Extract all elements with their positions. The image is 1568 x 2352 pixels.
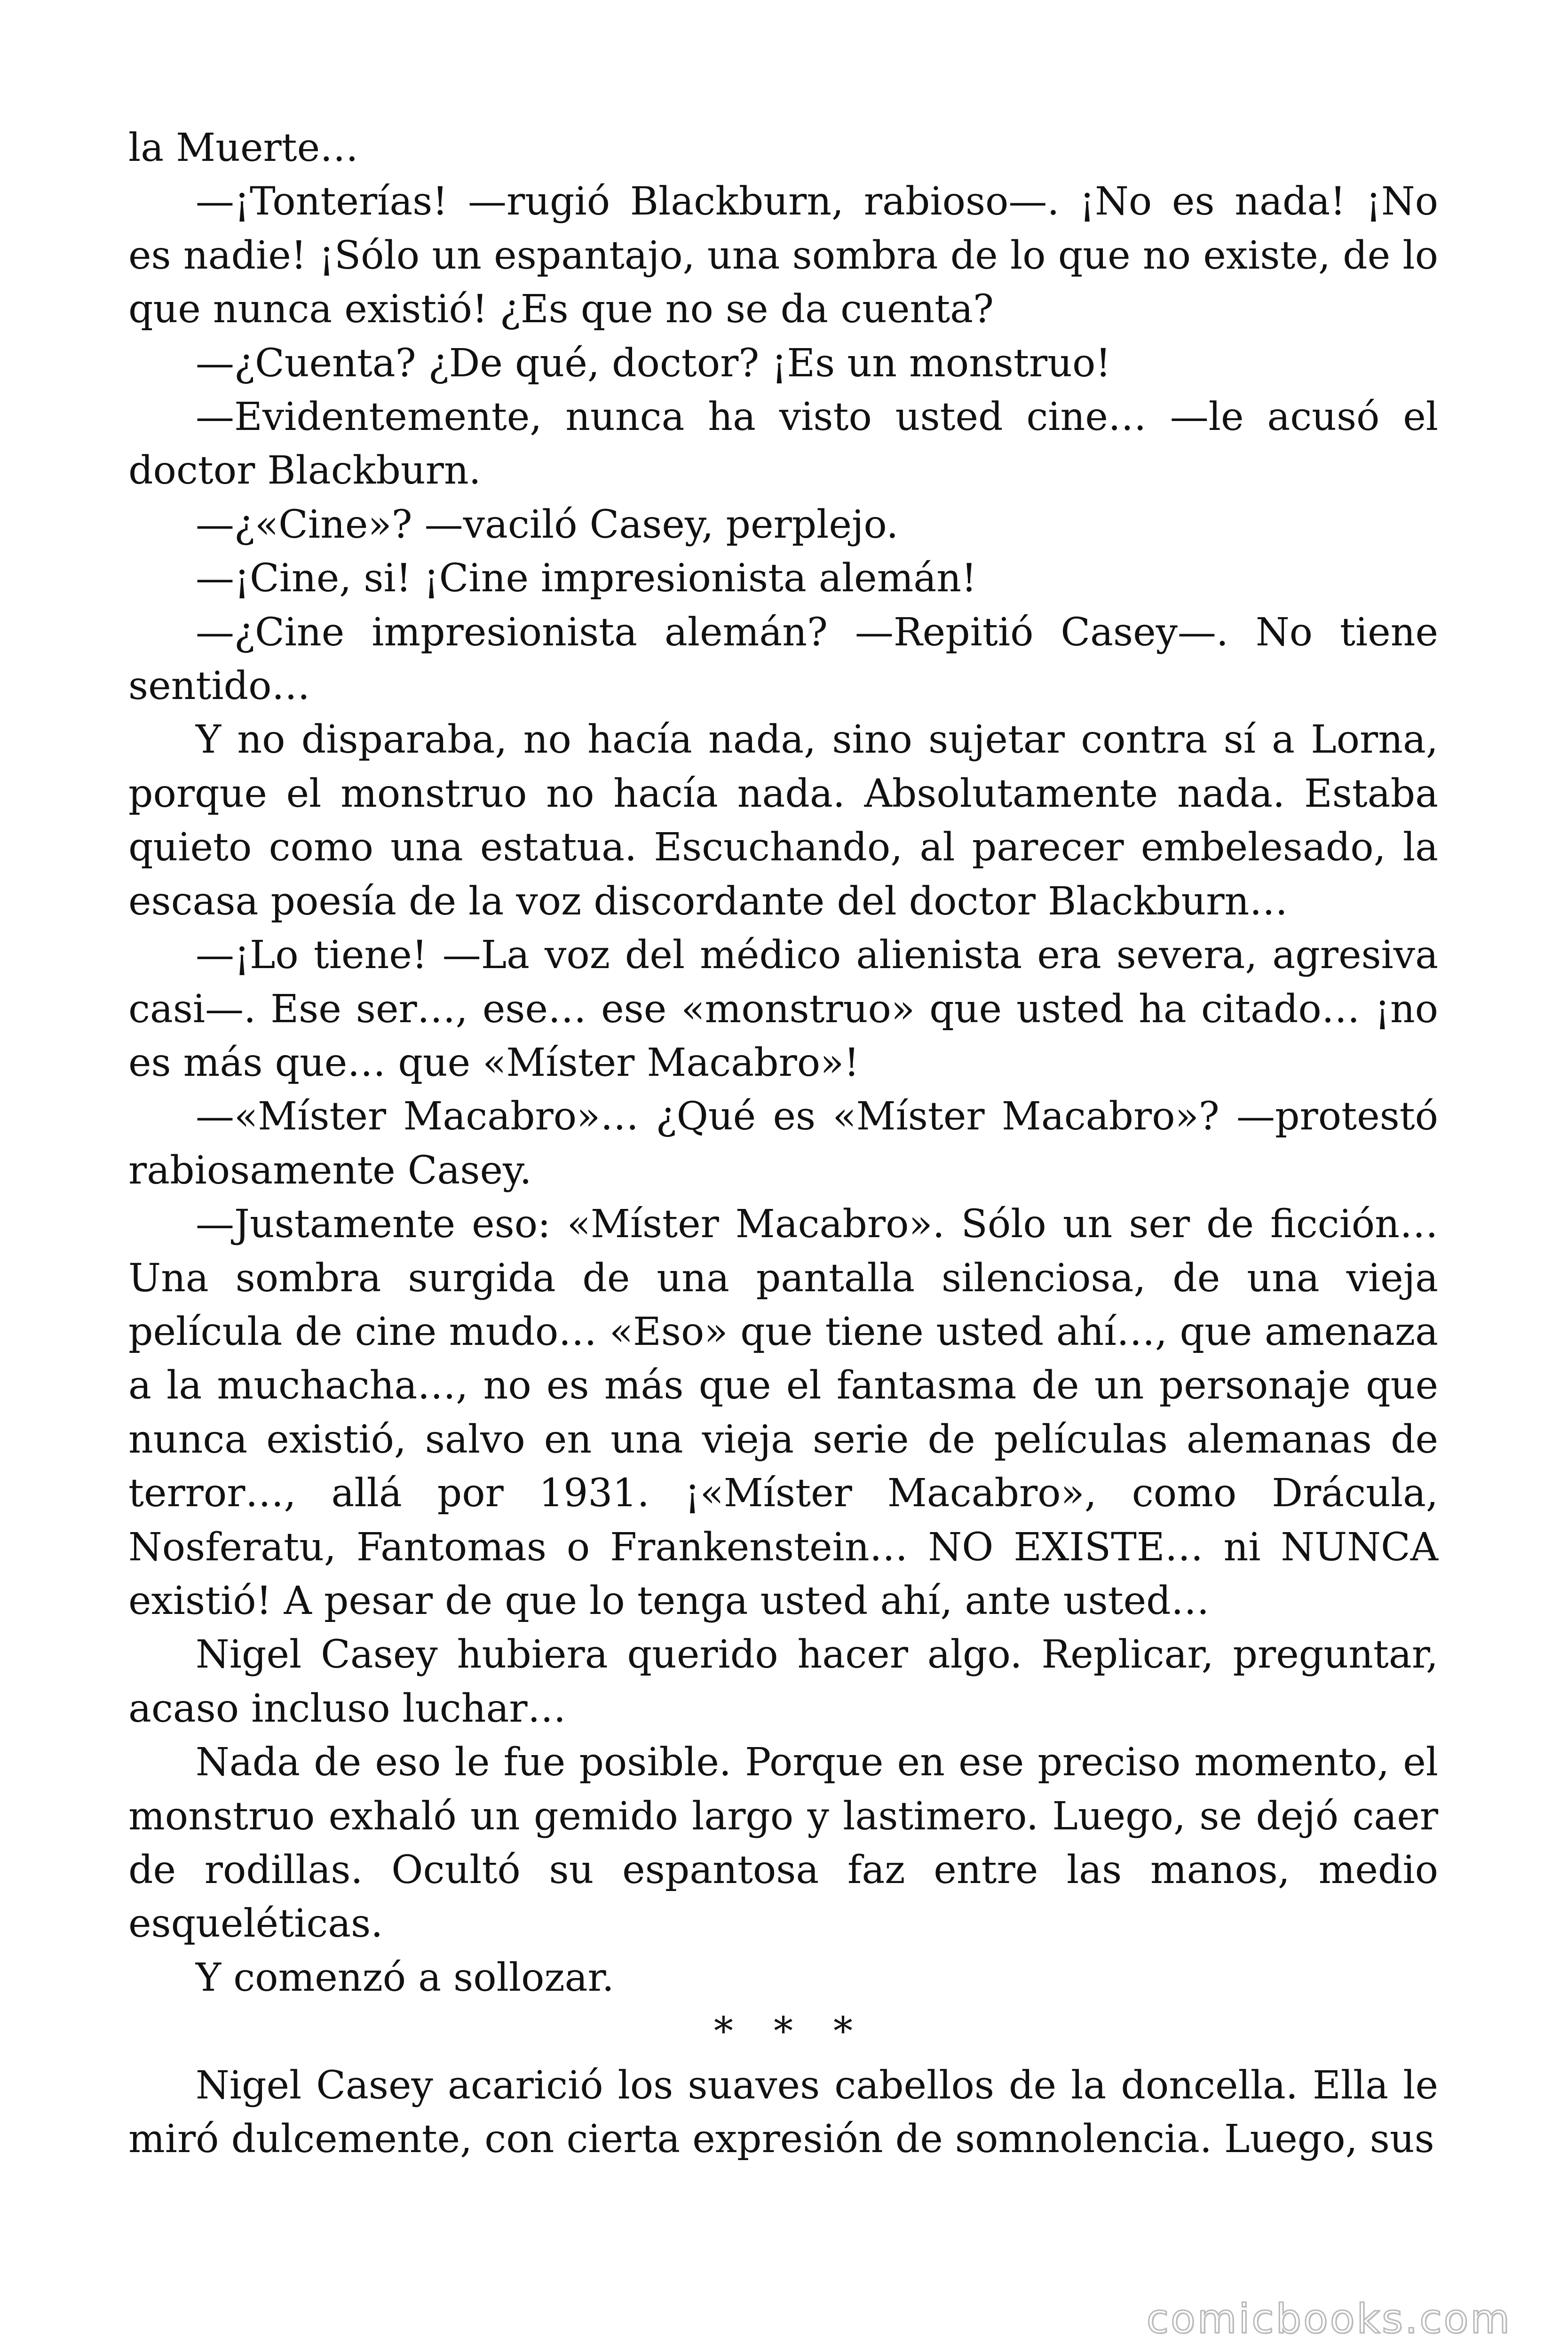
paragraph-9: —¡Lo tiene! —La voz del médico alienista era severa, agresiva casi—. Ese ser…, ese… ese «monstruo» que usted ha citado… ¡no es más que… que «Míster Macabro»! <box>128 933 1438 1085</box>
watermark-logo: comicbooks.com <box>1146 2296 1512 2343</box>
paragraph-1: la Muerte… <box>128 126 359 170</box>
scene-separator: * * * <box>713 2009 867 2054</box>
paragraph-15: Nigel Casey acarició los suaves cabellos de la doncella. Ella le miró dulcemente, con cierta expresión de somnolencia. Luego, sus <box>128 2063 1438 2162</box>
paragraph-10: —«Míster Macabro»… ¿Qué es «Míster Macabro»? —protestó rabiosamente Casey. <box>128 1094 1438 1193</box>
paragraph-12: Nigel Casey hubiera querido hacer algo. Replicar, preguntar, acaso incluso luchar… <box>128 1632 1438 1731</box>
paragraph-4: —Evidentemente, nunca ha visto usted cine… —le acusó el doctor Blackburn. <box>128 395 1438 493</box>
paragraph-8: Y no disparaba, no hacía nada, sino sujetar contra sí a Lorna, porque el monstruo no hacía nada. Absolutamente nada. Estaba quieto como una estatua. Escuchando, al parecer embelesado, la escasa poesía de la voz discordante del doctor Blackburn… <box>128 717 1438 924</box>
paragraph-2: —¡Tonterías! —rugió Blackburn, rabioso—. ¡No es nada! ¡No es nadie! ¡Sólo un espantajo, una sombra de lo que no existe, de lo que nunca existió! ¿Es que no se da cuenta? <box>128 179 1438 332</box>
paragraph-3: —¿Cuenta? ¿De qué, doctor? ¡Es un monstruo! <box>196 341 1111 386</box>
paragraph-7: —¿Cine impresionista alemán? —Repitió Casey—. No tiene sentido… <box>128 610 1438 709</box>
page-text <box>128 121 1438 2166</box>
paragraph-6: —¡Cine, si! ¡Cine impresionista alemán! <box>196 556 977 601</box>
paragraph-11: —Justamente eso: «Míster Macabro». Sólo un ser de ficción… Una sombra surgida de una pantalla silenciosa, de una vieja película de cine mudo… «Eso» que tiene usted ahí…, que amenaza a la muchacha…, no es más que el fantasma de un personaje que nunca existió, salvo en una vieja serie de películas alemanas de terror…, allá por 1931. ¡«Míster Macabro», como Drácula, Nosferatu, Fantomas o Frankenstein… NO EXISTE… ni NUNCA existió! A pesar de que lo tenga usted ahí, ante usted… <box>128 1202 1438 1623</box>
paragraph-5: —¿«Cine»? —vaciló Casey, perplejo. <box>196 502 899 547</box>
paragraph-13: Nada de eso le fue posible. Porque en ese preciso momento, el monstruo exhaló un gemido largo y lastimero. Luego, se dejó caer de rodillas. Ocultó su espantosa faz entre las manos, medio esqueléticas. <box>128 1740 1438 1947</box>
paragraph-14: Y comenzó a sollozar. <box>196 1955 614 2000</box>
